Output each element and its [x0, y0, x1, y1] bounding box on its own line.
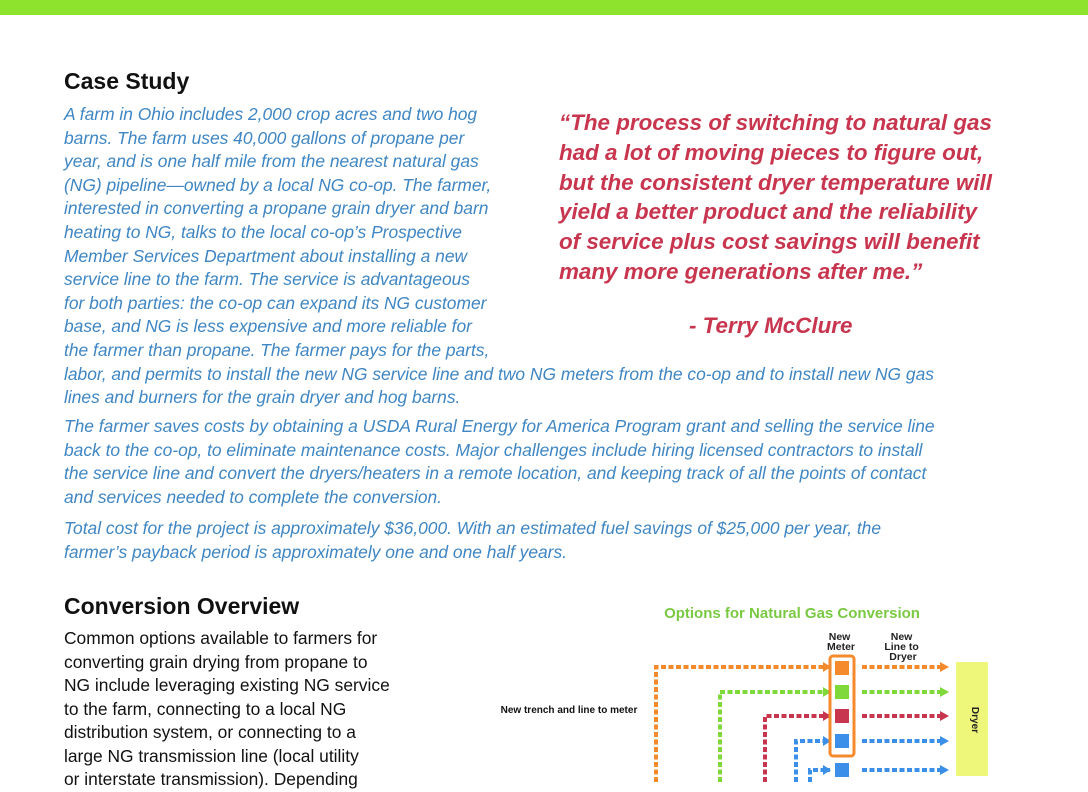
overview-line: distribution system, or connecting to a [64, 722, 356, 742]
quote-line: many more generations after me.” [559, 258, 923, 284]
case-study-paragraph-3 [64, 517, 881, 564]
case-line: Member Services Department about installing a new [64, 245, 468, 266]
case-line: barns. The farm uses 40,000 gallons of propane per [64, 127, 465, 148]
case-line: for both parties: the co-op can expand its NG customer [64, 292, 487, 313]
new-line-label-line: Dryer [889, 651, 917, 663]
conversion-overview-text [64, 627, 409, 792]
meter-green [835, 685, 849, 699]
case-line: (NG) pipeline—owned by a local NG co-op. The farmer, [64, 174, 492, 195]
overview-line: NG include leveraging existing NG service [64, 675, 390, 695]
blue-gas-line [796, 736, 949, 782]
new-meter-label-line: New [828, 631, 851, 643]
quote-author: - Terry McClure [689, 313, 853, 338]
overview-line: large NG transmission line (local utility [64, 745, 359, 766]
case-study-paragraph-2 [64, 415, 935, 509]
case-line: farmer’s payback period is approximately one and one half years. [64, 541, 567, 562]
meter-red [835, 709, 849, 723]
case-line: labor, and permits to install the new NG service line and two NG meters from the co-op and to install new NG gas [64, 363, 934, 384]
overview-line: Common options available to farmers for [64, 628, 378, 648]
case-line: year, and is one half mile from the nearest natural gas [64, 151, 479, 172]
meter-orange [835, 661, 849, 675]
case-line: base, and NG is less expensive and more reliable for [64, 316, 472, 337]
case-line: service line to the farm. The service is advantageous [64, 269, 470, 290]
conversion-overview-heading: Conversion Overview [64, 593, 300, 619]
new-meter-label-line: Meter [826, 641, 856, 653]
blue-gas-line-lower [810, 765, 949, 782]
new-line-label-line: New [890, 631, 913, 643]
quote-line: “The process of switching to natural gas [559, 110, 992, 135]
new-meter-label [827, 631, 855, 653]
quote-line: had a lot of moving pieces to figure out, [559, 139, 984, 165]
ng-conversion-diagram [480, 598, 1010, 782]
overview-line: to the farm, connecting to a local NG [64, 698, 347, 719]
quote-line: of service plus cost savings will benefit [559, 229, 980, 255]
new-line-label-line: Line to [884, 641, 919, 653]
case-line: back to the co-op, to eliminate maintenance costs. Major challenges include hiring licensed contractors to install [64, 439, 923, 460]
quote-line: but the consistent dryer temperature will [559, 169, 992, 195]
overview-line: converting grain drying from propane to [64, 651, 368, 672]
case-line: the service line and convert the dryers/heaters in a remote location, and keeping track of all the points of contact [64, 463, 927, 484]
case-line: heating to NG, talks to the local co-op’s Prospective [64, 221, 462, 242]
case-line: the farmer than propane. The farmer pays for the parts, [64, 339, 490, 360]
case-line: Total cost for the project is approximately $36,000. With an estimated fuel savings of $25,000 per year, the [64, 518, 882, 538]
top-accent-bar [0, 0, 1088, 15]
red-gas-line [765, 711, 949, 782]
orange-gas-line [656, 662, 949, 782]
pull-quote [559, 108, 1039, 287]
case-line: The farmer saves costs by obtaining a USDA Rural Energy for America Program grant and selling the service line [64, 416, 935, 436]
case-line: and services needed to complete the conversion. [64, 486, 442, 507]
dryer-label: Dryer [969, 706, 980, 734]
quote-line: yield a better product and the reliability [559, 199, 978, 225]
diagram-title: Options for Natural Gas Conversion [664, 605, 920, 622]
meter-blue [835, 734, 849, 748]
trench-label: New trench and line to meter [500, 705, 638, 716]
overview-line: or interstate transmission). Depending [64, 769, 358, 789]
new-line-label [884, 631, 921, 663]
case-line: lines and burners for the grain dryer and hog barns. [64, 387, 461, 408]
case-study-heading: Case Study [64, 68, 190, 94]
case-line: A farm in Ohio includes 2,000 crop acres and two hog [64, 104, 478, 124]
case-line: interested in converting a propane grain dryer and barn [64, 198, 489, 219]
meter-blue-lower [835, 763, 849, 777]
